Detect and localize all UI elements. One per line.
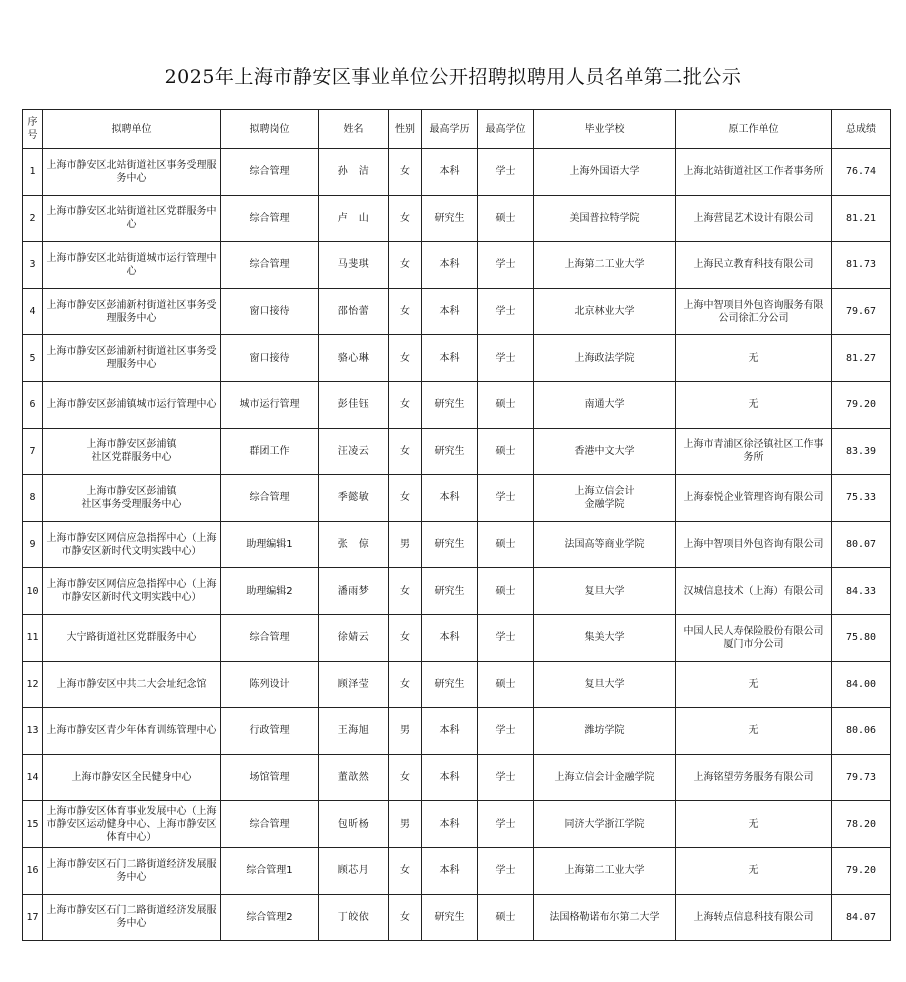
score-cell: 81.21 [832,195,891,242]
name-cell: 彭佳钰 [319,381,389,428]
unit-cell: 上海市静安区彭浦新村街道社区事务受理服务中心 [43,335,221,382]
school-cell: 上海立信会计 金融学院 [534,475,676,522]
name-cell: 徐婧云 [319,614,389,661]
position-cell: 综合管理 [221,195,319,242]
name-cell: 张 倞 [319,521,389,568]
name-cell: 董歆然 [319,754,389,801]
unit-cell: 上海市静安区北站街道城市运行管理中心 [43,242,221,289]
previous-employer-cell: 上海北站街道社区工作者事务所 [676,149,832,196]
school-cell: 复旦大学 [534,568,676,615]
school-cell: 南通大学 [534,381,676,428]
row-index: 7 [23,428,43,475]
table-row [23,894,891,941]
gender-cell: 女 [389,661,422,708]
score-cell: 79.67 [832,288,891,335]
table-row [23,195,891,242]
unit-cell: 上海市静安区北站街道社区事务受理服务中心 [43,149,221,196]
unit-cell: 上海市静安区北站街道社区党群服务中心 [43,195,221,242]
gender-cell: 女 [389,428,422,475]
education-cell: 本科 [422,847,478,894]
position-cell: 场馆管理 [221,754,319,801]
unit-cell: 上海市静安区网信应急指挥中心（上海市静安区新时代文明实践中心） [43,521,221,568]
gender-cell: 女 [389,195,422,242]
unit-cell: 上海市静安区石门二路街道经济发展服务中心 [43,894,221,941]
row-index: 4 [23,288,43,335]
gender-cell: 女 [389,288,422,335]
previous-employer-cell: 无 [676,381,832,428]
table-row [23,475,891,522]
table-row [23,614,891,661]
header-degree: 最高学位 [478,110,534,149]
education-cell: 本科 [422,335,478,382]
education-cell: 研究生 [422,894,478,941]
position-cell: 综合管理 [221,242,319,289]
school-cell: 复旦大学 [534,661,676,708]
position-cell: 综合管理 [221,149,319,196]
degree-cell: 学士 [478,847,534,894]
score-cell: 84.33 [832,568,891,615]
education-cell: 研究生 [422,428,478,475]
table-row [23,428,891,475]
school-cell: 上海政法学院 [534,335,676,382]
education-cell: 研究生 [422,521,478,568]
school-cell: 同济大学浙江学院 [534,801,676,848]
score-cell: 78.20 [832,801,891,848]
score-cell: 81.27 [832,335,891,382]
name-cell: 潘雨梦 [319,568,389,615]
education-cell: 本科 [422,242,478,289]
table-row [23,335,891,382]
previous-employer-cell: 上海转点信息科技有限公司 [676,894,832,941]
row-index: 12 [23,661,43,708]
education-cell: 研究生 [422,381,478,428]
name-cell: 顾芯月 [319,847,389,894]
header-row [23,110,891,149]
unit-cell: 上海市静安区彭浦镇 社区事务受理服务中心 [43,475,221,522]
previous-employer-cell: 上海营昆艺术设计有限公司 [676,195,832,242]
gender-cell: 女 [389,475,422,522]
unit-cell: 上海市静安区彭浦镇 社区党群服务中心 [43,428,221,475]
school-cell: 美国普拉特学院 [534,195,676,242]
table-body [23,149,891,941]
gender-cell: 女 [389,568,422,615]
score-cell: 75.33 [832,475,891,522]
row-index: 6 [23,381,43,428]
name-cell: 骆心琳 [319,335,389,382]
previous-employer-cell: 上海中智项目外包咨询服务有限公司徐汇分公司 [676,288,832,335]
header-score: 总成绩 [832,110,891,149]
gender-cell: 女 [389,754,422,801]
position-cell: 城市运行管理 [221,381,319,428]
degree-cell: 学士 [478,475,534,522]
row-index: 14 [23,754,43,801]
table-row [23,149,891,196]
position-cell: 助理编辑2 [221,568,319,615]
previous-employer-cell: 无 [676,708,832,755]
education-cell: 本科 [422,614,478,661]
unit-cell: 上海市静安区中共二大会址纪念馆 [43,661,221,708]
degree-cell: 学士 [478,801,534,848]
degree-cell: 学士 [478,288,534,335]
score-cell: 79.73 [832,754,891,801]
gender-cell: 女 [389,242,422,289]
education-cell: 研究生 [422,195,478,242]
score-cell: 84.07 [832,894,891,941]
table-row [23,568,891,615]
school-cell: 集美大学 [534,614,676,661]
row-index: 9 [23,521,43,568]
unit-cell: 上海市静安区青少年体育训练管理中心 [43,708,221,755]
name-cell: 邵怡蕾 [319,288,389,335]
position-cell: 窗口接待 [221,335,319,382]
gender-cell: 男 [389,708,422,755]
previous-employer-cell: 无 [676,847,832,894]
table-row [23,801,891,848]
education-cell: 本科 [422,708,478,755]
degree-cell: 硕士 [478,521,534,568]
table-row [23,847,891,894]
score-cell: 81.73 [832,242,891,289]
degree-cell: 硕士 [478,428,534,475]
name-cell: 卢 山 [319,195,389,242]
score-cell: 75.80 [832,614,891,661]
name-cell: 顾泽莹 [319,661,389,708]
roster-table [22,109,891,941]
position-cell: 综合管理 [221,614,319,661]
position-cell: 窗口接待 [221,288,319,335]
gender-cell: 女 [389,149,422,196]
header-education: 最高学历 [422,110,478,149]
education-cell: 本科 [422,801,478,848]
unit-cell: 上海市静安区石门二路街道经济发展服务中心 [43,847,221,894]
gender-cell: 女 [389,335,422,382]
school-cell: 上海立信会计金融学院 [534,754,676,801]
education-cell: 本科 [422,754,478,801]
row-index: 5 [23,335,43,382]
previous-employer-cell: 汉城信息技术（上海）有限公司 [676,568,832,615]
row-index: 3 [23,242,43,289]
degree-cell: 硕士 [478,381,534,428]
school-cell: 潍坊学院 [534,708,676,755]
name-cell: 季懿敏 [319,475,389,522]
position-cell: 综合管理2 [221,894,319,941]
header-position: 拟聘岗位 [221,110,319,149]
name-cell: 孙 洁 [319,149,389,196]
score-cell: 80.06 [832,708,891,755]
education-cell: 研究生 [422,568,478,615]
previous-employer-cell: 上海铭望劳务服务有限公司 [676,754,832,801]
school-cell: 北京林业大学 [534,288,676,335]
school-cell: 法国格勒诺布尔第二大学 [534,894,676,941]
degree-cell: 学士 [478,708,534,755]
gender-cell: 男 [389,801,422,848]
previous-employer-cell: 无 [676,335,832,382]
position-cell: 综合管理 [221,475,319,522]
degree-cell: 硕士 [478,568,534,615]
previous-employer-cell: 上海中智项目外包咨询有限公司 [676,521,832,568]
school-cell: 上海外国语大学 [534,149,676,196]
degree-cell: 硕士 [478,894,534,941]
header-school: 毕业学校 [534,110,676,149]
table-row [23,661,891,708]
degree-cell: 学士 [478,754,534,801]
previous-employer-cell: 中国人民人寿保险股份有限公司厦门市分公司 [676,614,832,661]
position-cell: 行政管理 [221,708,319,755]
degree-cell: 硕士 [478,195,534,242]
name-cell: 马斐琪 [319,242,389,289]
name-cell: 包昕杨 [319,801,389,848]
previous-employer-cell: 无 [676,661,832,708]
name-cell: 丁皎依 [319,894,389,941]
degree-cell: 学士 [478,242,534,289]
unit-cell: 上海市静安区彭浦镇城市运行管理中心 [43,381,221,428]
score-cell: 79.20 [832,381,891,428]
row-index: 13 [23,708,43,755]
unit-cell: 上海市静安区彭浦新村街道社区事务受理服务中心 [43,288,221,335]
education-cell: 本科 [422,149,478,196]
header-index: 序号 [23,110,43,149]
degree-cell: 学士 [478,335,534,382]
name-cell: 王海旭 [319,708,389,755]
gender-cell: 男 [389,521,422,568]
table-row [23,754,891,801]
degree-cell: 学士 [478,149,534,196]
previous-employer-cell: 上海民立教育科技有限公司 [676,242,832,289]
row-index: 15 [23,801,43,848]
row-index: 16 [23,847,43,894]
position-cell: 陈列设计 [221,661,319,708]
table-header [23,110,891,149]
header-name: 姓名 [319,110,389,149]
previous-employer-cell: 无 [676,801,832,848]
unit-cell: 上海市静安区网信应急指挥中心（上海市静安区新时代文明实践中心） [43,568,221,615]
name-cell: 汪凌云 [319,428,389,475]
header-previous-employer: 原工作单位 [676,110,832,149]
unit-cell: 大宁路街道社区党群服务中心 [43,614,221,661]
row-index: 8 [23,475,43,522]
unit-cell: 上海市静安区全民健身中心 [43,754,221,801]
previous-employer-cell: 上海泰悦企业管理咨询有限公司 [676,475,832,522]
position-cell: 综合管理1 [221,847,319,894]
score-cell: 79.20 [832,847,891,894]
header-gender: 性别 [389,110,422,149]
score-cell: 80.07 [832,521,891,568]
school-cell: 上海第二工业大学 [534,242,676,289]
table-row [23,708,891,755]
row-index: 2 [23,195,43,242]
gender-cell: 女 [389,847,422,894]
table-row [23,521,891,568]
row-index: 11 [23,614,43,661]
score-cell: 83.39 [832,428,891,475]
position-cell: 助理编辑1 [221,521,319,568]
unit-cell: 上海市静安区体育事业发展中心（上海市静安区运动健身中心、上海市静安区体育中心） [43,801,221,848]
school-cell: 上海第二工业大学 [534,847,676,894]
table-row [23,381,891,428]
gender-cell: 女 [389,381,422,428]
education-cell: 本科 [422,475,478,522]
position-cell: 群团工作 [221,428,319,475]
previous-employer-cell: 上海市青浦区徐泾镇社区工作事务所 [676,428,832,475]
table-row [23,288,891,335]
page-title: 2025年上海市静安区事业单位公开招聘拟聘用人员名单第二批公示 [164,66,742,88]
position-cell: 综合管理 [221,801,319,848]
gender-cell: 女 [389,894,422,941]
header-unit: 拟聘单位 [43,110,221,149]
gender-cell: 女 [389,614,422,661]
education-cell: 研究生 [422,661,478,708]
table-row [23,242,891,289]
score-cell: 76.74 [832,149,891,196]
degree-cell: 硕士 [478,661,534,708]
row-index: 10 [23,568,43,615]
education-cell: 本科 [422,288,478,335]
score-cell: 84.00 [832,661,891,708]
row-index: 1 [23,149,43,196]
row-index: 17 [23,894,43,941]
degree-cell: 学士 [478,614,534,661]
school-cell: 香港中文大学 [534,428,676,475]
school-cell: 法国高等商业学院 [534,521,676,568]
